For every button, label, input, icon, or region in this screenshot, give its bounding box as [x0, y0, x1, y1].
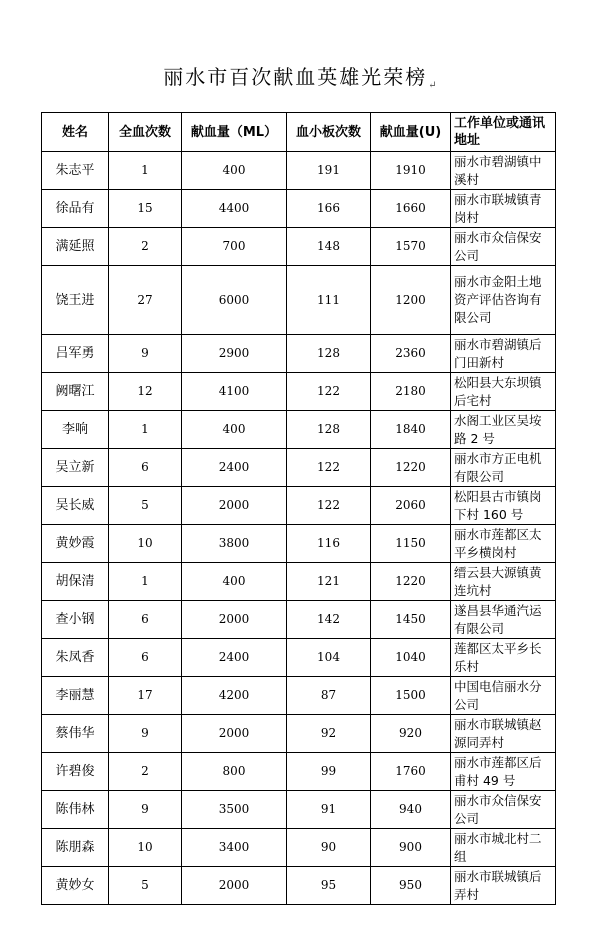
cell-platelet-count: 111 [287, 266, 371, 335]
cell-work-unit: 丽水市联城镇后弄村 [451, 867, 556, 905]
cell-blood-volume-ml: 2000 [182, 867, 287, 905]
cell-whole-blood-count: 5 [109, 867, 182, 905]
cell-platelet-count: 90 [287, 829, 371, 867]
cell-platelet-count: 104 [287, 639, 371, 677]
cell-work-unit: 遂昌县华通汽运有限公司 [451, 601, 556, 639]
cell-blood-volume-u: 2180 [371, 373, 451, 411]
cell-name: 胡保清 [42, 563, 109, 601]
cell-blood-volume-u: 1760 [371, 753, 451, 791]
cell-work-unit: 松阳县大东坝镇后宅村 [451, 373, 556, 411]
cell-name: 吕军勇 [42, 335, 109, 373]
cell-whole-blood-count: 6 [109, 639, 182, 677]
cell-blood-volume-ml: 3500 [182, 791, 287, 829]
cell-whole-blood-count: 1 [109, 152, 182, 190]
cell-platelet-count: 122 [287, 373, 371, 411]
cell-name: 许碧俊 [42, 753, 109, 791]
table-row [42, 715, 556, 753]
cell-name: 吴长威 [42, 487, 109, 525]
cell-work-unit: 丽水市碧湖镇中溪村 [451, 152, 556, 190]
cell-platelet-count: 166 [287, 190, 371, 228]
cell-blood-volume-ml: 2400 [182, 639, 287, 677]
cell-blood-volume-u: 1840 [371, 411, 451, 449]
cell-whole-blood-count: 9 [109, 791, 182, 829]
cell-blood-volume-u: 1910 [371, 152, 451, 190]
cell-platelet-count: 99 [287, 753, 371, 791]
paragraph-mark-icon: ↵ [428, 80, 437, 91]
cell-blood-volume-u: 1220 [371, 449, 451, 487]
cell-whole-blood-count: 12 [109, 373, 182, 411]
cell-blood-volume-ml: 2000 [182, 487, 287, 525]
cell-blood-volume-ml: 2900 [182, 335, 287, 373]
cell-platelet-count: 191 [287, 152, 371, 190]
cell-blood-volume-ml: 400 [182, 563, 287, 601]
cell-name: 陈伟林 [42, 791, 109, 829]
table-header-row [42, 113, 556, 152]
cell-blood-volume-u: 1200 [371, 266, 451, 335]
cell-blood-volume-u: 1220 [371, 563, 451, 601]
table-row [42, 449, 556, 487]
table-row [42, 152, 556, 190]
cell-name: 李丽慧 [42, 677, 109, 715]
cell-platelet-count: 142 [287, 601, 371, 639]
cell-name: 李响 [42, 411, 109, 449]
table-row [42, 829, 556, 867]
cell-whole-blood-count: 17 [109, 677, 182, 715]
cell-blood-volume-u: 2360 [371, 335, 451, 373]
cell-platelet-count: 92 [287, 715, 371, 753]
cell-work-unit: 缙云县大源镇黄连坑村 [451, 563, 556, 601]
cell-blood-volume-u: 1040 [371, 639, 451, 677]
cell-name: 满延照 [42, 228, 109, 266]
table-row [42, 266, 556, 335]
cell-blood-volume-u: 940 [371, 791, 451, 829]
cell-whole-blood-count: 1 [109, 411, 182, 449]
cell-blood-volume-u: 920 [371, 715, 451, 753]
cell-blood-volume-u: 1450 [371, 601, 451, 639]
cell-whole-blood-count: 2 [109, 753, 182, 791]
cell-platelet-count: 148 [287, 228, 371, 266]
table-row [42, 867, 556, 905]
cell-whole-blood-count: 5 [109, 487, 182, 525]
table-row [42, 373, 556, 411]
title-text: 丽水市百次献血英雄光荣榜 [163, 65, 428, 89]
cell-whole-blood-count: 27 [109, 266, 182, 335]
cell-blood-volume-ml: 400 [182, 152, 287, 190]
header-blood-volume-ml: 献血量（ML） [182, 113, 287, 152]
cell-name: 黄妙霞 [42, 525, 109, 563]
cell-whole-blood-count: 1 [109, 563, 182, 601]
cell-blood-volume-ml: 4200 [182, 677, 287, 715]
cell-blood-volume-ml: 800 [182, 753, 287, 791]
table-row [42, 487, 556, 525]
cell-blood-volume-ml: 4400 [182, 190, 287, 228]
cell-blood-volume-ml: 700 [182, 228, 287, 266]
table-row [42, 753, 556, 791]
honor-roll-table [41, 112, 556, 905]
cell-work-unit: 莲都区太平乡长乐村 [451, 639, 556, 677]
cell-work-unit: 丽水市碧湖镇后门田新村 [451, 335, 556, 373]
cell-blood-volume-u: 1570 [371, 228, 451, 266]
cell-name: 饶王进 [42, 266, 109, 335]
table-row [42, 335, 556, 373]
cell-work-unit: 中国电信丽水分公司 [451, 677, 556, 715]
cell-platelet-count: 121 [287, 563, 371, 601]
cell-work-unit: 水阁工业区吴垵路 2 号 [451, 411, 556, 449]
cell-blood-volume-u: 2060 [371, 487, 451, 525]
cell-name: 徐品有 [42, 190, 109, 228]
cell-name: 阙曙江 [42, 373, 109, 411]
header-whole-blood-count: 全血次数 [109, 113, 182, 152]
cell-blood-volume-u: 1150 [371, 525, 451, 563]
cell-name: 朱志平 [42, 152, 109, 190]
cell-blood-volume-ml: 2000 [182, 601, 287, 639]
cell-name: 吴立新 [42, 449, 109, 487]
cell-blood-volume-ml: 6000 [182, 266, 287, 335]
cell-work-unit: 丽水市联城镇青岗村 [451, 190, 556, 228]
cell-blood-volume-u: 1660 [371, 190, 451, 228]
table-row [42, 791, 556, 829]
table-row [42, 677, 556, 715]
cell-work-unit: 丽水市城北村二组 [451, 829, 556, 867]
table-row [42, 639, 556, 677]
cell-blood-volume-ml: 3800 [182, 525, 287, 563]
header-name: 姓名 [42, 113, 109, 152]
table-row [42, 411, 556, 449]
cell-blood-volume-u: 900 [371, 829, 451, 867]
header-platelet-count: 血小板次数 [287, 113, 371, 152]
page-title [0, 62, 600, 92]
cell-blood-volume-u: 1500 [371, 677, 451, 715]
cell-whole-blood-count: 9 [109, 715, 182, 753]
cell-blood-volume-ml: 400 [182, 411, 287, 449]
cell-whole-blood-count: 10 [109, 829, 182, 867]
cell-platelet-count: 91 [287, 791, 371, 829]
cell-platelet-count: 95 [287, 867, 371, 905]
cell-blood-volume-ml: 2000 [182, 715, 287, 753]
cell-blood-volume-u: 950 [371, 867, 451, 905]
cell-whole-blood-count: 15 [109, 190, 182, 228]
cell-platelet-count: 116 [287, 525, 371, 563]
table-row [42, 190, 556, 228]
cell-whole-blood-count: 6 [109, 449, 182, 487]
cell-work-unit: 丽水市联城镇赵源同弄村 [451, 715, 556, 753]
cell-whole-blood-count: 6 [109, 601, 182, 639]
cell-blood-volume-ml: 3400 [182, 829, 287, 867]
cell-name: 朱凤香 [42, 639, 109, 677]
cell-blood-volume-ml: 4100 [182, 373, 287, 411]
header-work-unit: 工作单位或通讯地址 [451, 113, 556, 152]
cell-name: 蔡伟华 [42, 715, 109, 753]
cell-whole-blood-count: 10 [109, 525, 182, 563]
table-row [42, 563, 556, 601]
cell-platelet-count: 128 [287, 335, 371, 373]
table-row [42, 601, 556, 639]
cell-platelet-count: 128 [287, 411, 371, 449]
table-row [42, 228, 556, 266]
cell-platelet-count: 122 [287, 449, 371, 487]
cell-name: 黄妙女 [42, 867, 109, 905]
header-blood-volume-u: 献血量(U) [371, 113, 451, 152]
cell-platelet-count: 87 [287, 677, 371, 715]
cell-name: 陈朋森 [42, 829, 109, 867]
cell-work-unit: 松阳县古市镇岗下村 160 号 [451, 487, 556, 525]
cell-name: 查小钢 [42, 601, 109, 639]
cell-work-unit: 丽水市莲都区后甫村 49 号 [451, 753, 556, 791]
cell-work-unit: 丽水市方正电机有限公司 [451, 449, 556, 487]
cell-whole-blood-count: 9 [109, 335, 182, 373]
cell-work-unit: 丽水市莲都区太平乡横岗村 [451, 525, 556, 563]
cell-work-unit: 丽水市金阳土地资产评估咨询有限公司 [451, 266, 556, 335]
cell-whole-blood-count: 2 [109, 228, 182, 266]
cell-platelet-count: 122 [287, 487, 371, 525]
cell-work-unit: 丽水市众信保安公司 [451, 228, 556, 266]
cell-work-unit: 丽水市众信保安公司 [451, 791, 556, 829]
table-row [42, 525, 556, 563]
cell-blood-volume-ml: 2400 [182, 449, 287, 487]
